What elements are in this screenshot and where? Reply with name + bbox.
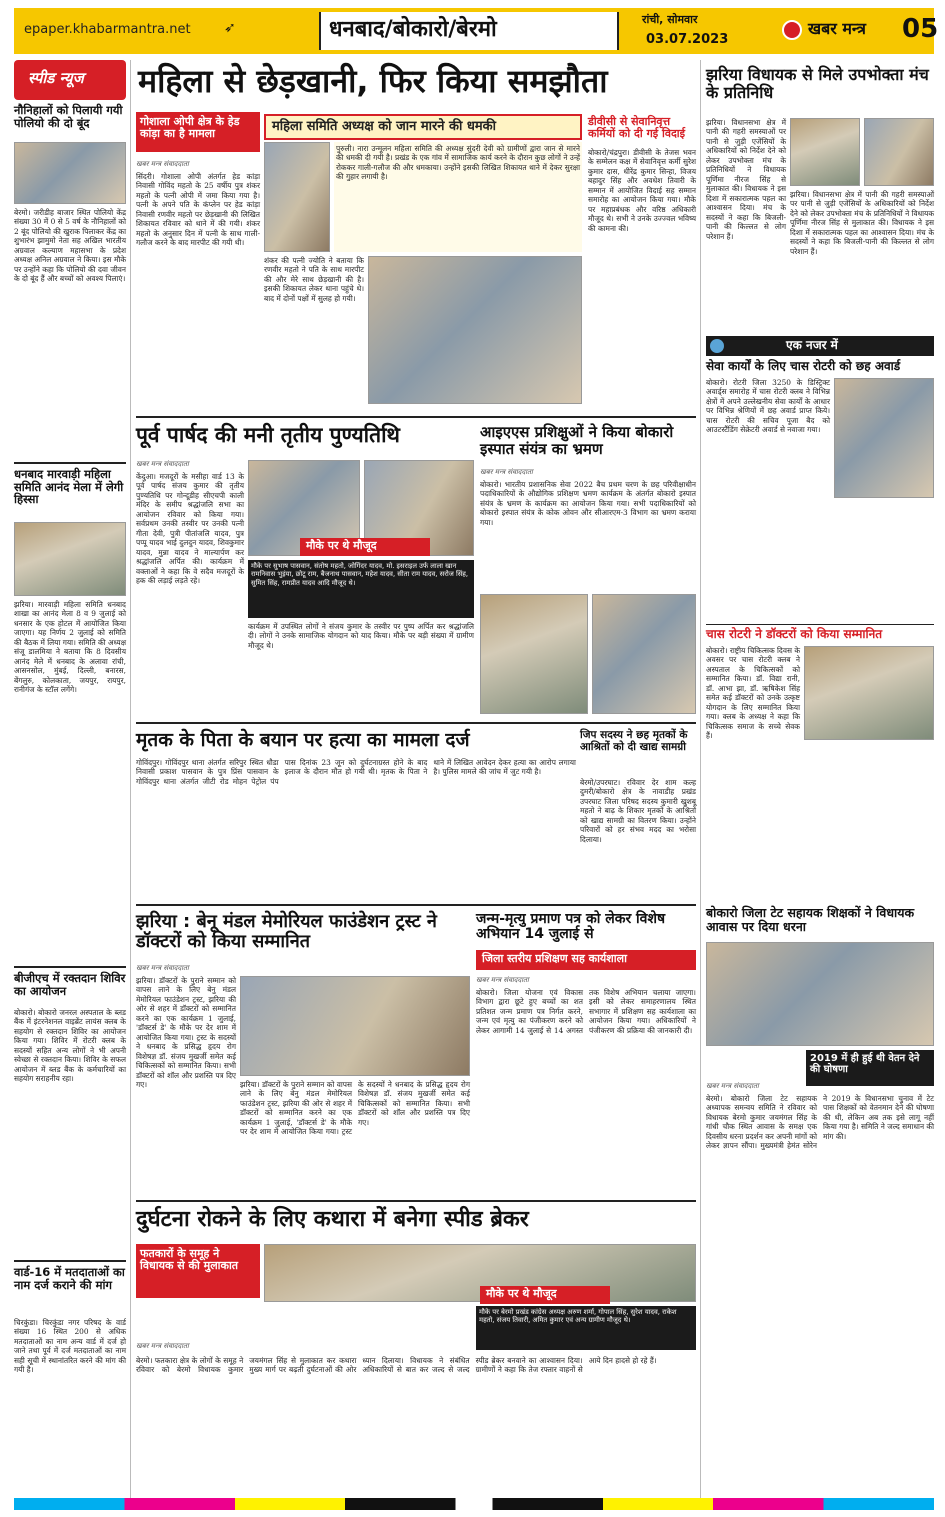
murder-headline: मृतक के पिता के बयान पर हत्या का मामला दर्ज (136, 729, 470, 751)
divider (136, 904, 696, 906)
ias-photo-2 (592, 594, 696, 714)
divider (706, 624, 934, 625)
divider (14, 1260, 126, 1262)
rotary-doctors-headline: चास रोटरी ने डॉक्टरों को किया सम्मानित (706, 627, 883, 641)
speed-caption: मौके पर बेरमो प्रखंड कांग्रेस अध्यक्ष अरुण शर्मा, गोपाल सिंह, सुरेश यादव, राकेश महतो, संजय तिवारी, अमित कुमार एवं अन्य ग्रामीण मौजूद थे। (476, 1306, 696, 1350)
website-url[interactable]: epaper.khabarmantra.net (24, 22, 191, 37)
lead-box-lower: शंकर की पत्नी ज्योति ने बताया कि रणवीर महतो ने पति के साथ मारपीट की और मेरे साथ छेड़खानी की है। इसकी शिकायत लेकर थाना पहुंचे थे। बाद में दोनों पक्षों में सुलह हो गयी। (264, 256, 364, 303)
lead-group-photo (368, 256, 582, 404)
benu-body: झरिया। डॉक्टरों के पुराने सम्मान को वापस लाने के लिए बेनु मंडल मेमोरियल फाउंडेशन ट्रस्ट, झरिया की ओर से शहर में डॉक्टरों को सम्मानित करने का एक कार्यक्रम 1 जुलाई, 'डॉक्टर्स डे' के मौके पर देर शाम में आयोजित किया गया। ट्रस्ट के सदस्यों ने धनबाद के प्रसिद्ध हृदय रोग विशेषज्ञ डॉ. संजय मुखर्जी समेत कई चिकित्सकों को सम्मानित किया। सभी डॉक्टरों को शॉल और प्रशस्ति पत्र दिए गए। (136, 976, 236, 1090)
story-title-marwari: धनबाद मारवाड़ी महिला समिति आनंद मेला में लेगी हिस्सा (14, 467, 124, 507)
story-title-blood: बीजीएच में रक्तदान शिविर का आयोजन (14, 971, 126, 998)
story-body-blood: बोकारो। बोकारो जनरल अस्पताल के ब्लड बैंक में इंटरनेशनल वाइब्रेंट लायंस क्लब के सहयोग से रक्तदान शिविर का आयोजन किया गया। शिविर में रोटरी क्लब के सदस्यों सहित अन्य लोगों ने भी अपनी स्वेच्छा से रक्तदान किया। शिविर के सफल आयोजन में ब्लड बैंक के कर्मचारियों का सहयोग सराहनीय रहा। (14, 1008, 126, 1084)
birth-sub-headline: जिला स्तरीय प्रशिक्षण सह कार्यशाला (476, 950, 696, 970)
ias-headline: आइएएस प्रशिक्षुओं ने किया बोकारो इस्पात संयंत्र का भ्रमण (480, 423, 674, 458)
divider (14, 966, 126, 968)
divider (136, 1200, 696, 1202)
benu-headline: झरिया : बेनू मंडल मेमोरियल फाउंडेशन ट्रस्ट ने डॉक्टरों को किया सम्मानित (136, 911, 437, 952)
marwari-photo (14, 522, 126, 596)
column-separator (700, 60, 701, 1500)
divider (14, 462, 126, 464)
lead-portrait-photo (264, 142, 330, 252)
tribute-caption: मौके पर सुभाष पासवान, संतोष महतो, जोगिंदर यादव, मो. इसराइल उर्फ लाला खान रामनिवास भुइंया, छोटू राम, बैजनाथ पासवान, महेश यादव, सीता राम यादव, सरोज सिंह, सुमित सिंह, रामप्रीत यादव आदि मौजूद थे। (248, 560, 474, 618)
right-top-body-cont: झरिया। विधानसभा क्षेत्र में पानी की गहरी समस्याओं पर पानी से जुड़ी एजेंसियों के अधिकारियों को निर्देश देने को लेकर उपभोक्ता मंच के प्रतिनिधियों ने विधायक पूर्णिमा नीरज सिंह से मुलाकात की। विधायक ने इस दिशा में सकारात्मक पहल का आश्वासन दिया। मंच के सदस्यों ने कहा कि बिजली-पानी की किल्लत से लोग परेशान हैं। (790, 190, 934, 256)
brand-logo-icon (782, 20, 802, 40)
lead-box-body: पुरुली। नारा उन्मूलन महिला समिति की अध्यक्ष सुंदरी देवी को ग्रामीणों द्वारा जान से मारने की धमकी दी गयी है। प्रखंड के एक गांव में सामाजिक कार्य करने के दौरान कुछ लोगों ने उन्हें रोककर गाली-गलौज की और धमकाया। उन्होंने इसकी लिखित शिकायत थाने में देकर सुरक्षा की गुहार लगायी है। (334, 142, 582, 252)
nazar-label: एक नजर में (786, 338, 838, 352)
speed-side-label: फतकारों के समूह ने विधायक से की मुलाकात (136, 1244, 260, 1298)
rotary-award-headline: सेवा कार्यों के लिए चास रोटरी को छह अवार्ड (706, 359, 901, 373)
murder-body: गोविंदपुर। गोविंदपुर थाना अंतर्गत सरिपुर स्थित धौडा निवासी प्रकाश पासवान के पुत्र प्रिंस पासवान के गोविंदपुर थाना अंतर्गत जीटी रोड मोहन पेट्रोल पंप पास दिनांक 23 जून को दुर्घटनाग्रस्त होने के बाद इलाज के दौरान मौत हो गयी थी। मृतक के पिता ने थाने में लिखित आवेदन देकर हत्या का आरोप लगाया है। पुलिस मामले की जांच में जुट गयी है। (136, 758, 576, 786)
story-title-polio: नौनिहालों को पिलायी गयी पोलियो की दो बूंद (14, 103, 123, 130)
cursor-icon: ➶ (224, 20, 236, 36)
story-body-ward16: चिरकुंडा। चिरकुंडा नगर परिषद के वार्ड संख्या 16 स्थित 200 से अधिक मतदाताओं का नाम अन्य वार्ड में दर्ज हो जाने तथा पूर्व में दर्ज मतदाताओं का नाम सही सूची में स्थानांतरित करने की मांग की गयी है। (14, 1318, 126, 1375)
brand-name: खबर मन्त्र (808, 19, 866, 38)
birth-headline: जन्म-मृत्यु प्रमाण पत्र को लेकर विशेष अभियान 14 जुलाई से (476, 911, 666, 943)
retire-headline: डीवीसी से सेवानिवृत्त कर्मियों को दी गई विदाई (588, 115, 686, 141)
lead-body-1: सिंदरी। गोशाला ओपी अंतर्गत हेड कांड़ा निवासी गोविंद महतो के 25 वर्षीय पुत्र शंकर महतो के पत्नी ओपी में जमा किया गया है। पत्नी के अपने पति के कंप्लेन पर हेड कांड़ा निवासी रणवीर महतो पर छेड़खानी की लिखित शिकायत रविवार को थाने में की गयी। शंकर महतो के अनुसार दिन में पत्नी के साथ गाली-गलौज करने के बाद मारपीट की गयी थी। (136, 172, 260, 248)
globe-icon (710, 339, 724, 353)
benu-photo (240, 976, 470, 1076)
speed-body: बेरमो। फतकारा क्षेत्र के लोगों के समूह ने रविवार को बेरमो विधायक कुमार जयमंगल सिंह से मुलाकात कर कथारा मुख्य मार्ग पर बढ़ती दुर्घटनाओं की ओर ध्यान दिलाया। विधायक ने संबंधित अधिकारियों से बात कर जल्द से जल्द स्पीड ब्रेकर बनवाने का आश्वासन दिया। ग्रामीणों ने कहा कि तेज रफ्तार वाहनों से आये दिन हादसे हो रहे हैं। (136, 1356, 657, 1375)
masthead (14, 8, 939, 54)
birth-byline: खबर मन्त्र संवाददाता (476, 976, 529, 984)
tribute-headline: पूर्व पार्षद की मनी तृतीय पुण्यतिथि (136, 423, 400, 447)
footer-registration-strip (14, 1498, 934, 1510)
ias-photo-1 (480, 594, 588, 714)
teachers-photo-caption (806, 1050, 934, 1086)
speed-photo-label: मौके पर थे मौजूद (480, 1286, 610, 1304)
teachers-body: बेरमो। बोकारो जिला टेट सहायक अध्यापक समन्वय समिति ने रविवार को विधायक बेरमो कुमार जयमंगल सिंह के गांधी चौक स्थित आवास के समक्ष एक दिवसीय धरना प्रदर्शन कर अपनी मांगों को लेकर ज्ञापन सौंपा। मुख्यमंत्री हेमंत सोरेन ने 2019 के विधानसभा चुनाव में टेट पास शिक्षकों को वेतनमान देने की घोषणा की थी, लेकिन अब तक इसे लागू नहीं किया गया है। समिति ने जल्द समाधान की मांग की। (706, 1094, 934, 1151)
rotary-doctors-body: बोकारो। राष्ट्रीय चिकित्सक दिवस के अवसर पर चास रोटरी क्लब ने अस्पताल के चिकित्सकों को सम्मानित किया। डॉ. विद्या रानी, डॉ. आभा झा, डॉ. ऋषिकेश सिंह समेत कई डॉक्टरों को उनके उत्कृष्ट योगदान के लिए सम्मानित किया गया। क्लब के अध्यक्ष ने कहा कि चिकित्सक समाज के सच्चे सेवक हैं। (706, 646, 800, 741)
story-title-ward16: वार्ड-16 में मतदाताओं का नाम दर्ज कराने की मांग (14, 1265, 125, 1292)
speed-news-badge (14, 60, 126, 100)
ias-body: बोकारो। भारतीय प्रशासनिक सेवा 2022 बैच प्रथम चरण के छह परिवीक्षाधीन पदाधिकारियों के औद्योगिक प्रशिक्षण भ्रमण कार्यक्रम के अंतर्गत बोकारो इस्पात संयंत्र के भ्रमण के कार्यक्रम का आयोजन किया गया। सभी पदाधिकारियों को बोकारो इस्पात संयंत्र के कोक ओवन और सीआरएम-3 विभाग का भ्रमण कराया गया। (480, 480, 696, 527)
speed-headline: दुर्घटना रोकने के लिए कथारा में बनेगा स्पीड ब्रेकर (136, 1207, 529, 1232)
benu-byline: खबर मन्त्र संवाददाता (136, 964, 189, 972)
tribute-body: केंदुआ। मजदूरों के मसीहा वार्ड 13 के पूर्व पार्षद संजय कुमार की तृतीय पुण्यतिथि पर गोन्दूडीह सीएचपी काली मंदिर के समीप श्रद्धांजलि सभा का आयोजन रविवार को किया गया। सर्वप्रथम उनकी तस्वीर पर उनकी पत्नी गीता देवी, पुत्री पीतांजलि यादव, पुत्र पप्पू यादव भाई दुलदुन यादव, शिवकुमार यादव, मुन्ना यादव ने माल्यार्पण कर श्रद्धांजलि अर्पित की। कार्यक्रम में वक्ताओं ने कहा कि वे सदैव मजदूरों के हक की लड़ाई लड़ते रहे। (136, 472, 244, 586)
rotary-doctors-photo (804, 646, 934, 740)
jeep-headline: जिप सदस्य ने छह मृतकों के आश्रितों को दी खाद्य सामग्री (580, 729, 688, 753)
birth-body: बोकारो। जिला योजना एवं विकास विभाग द्वारा छूटे हुए बच्चों का शत प्रतिशत जन्म प्रमाण पत्र निर्गत करने, जन्म एवं मृत्यु का पंजीकरण करने को लेकर आगामी 14 जुलाई से 14 अगस्त तक विशेष अभियान चलाया जाएगा। इसी को लेकर समाहरणालय स्थित सभागार में प्रशिक्षण सह कार्यशाला का आयोजन किया गया। अधिकारियों ने पंजीकरण की प्रक्रिया की जानकारी दी। (476, 988, 696, 1035)
nazar-bar (706, 336, 934, 356)
edition-title: धनबाद/बोकारो/बेरमो (329, 17, 497, 42)
speed-byline: खबर मन्त्र संवाददाता (136, 1342, 189, 1350)
lead-headline: महिला से छेड़खानी, फिर किया समझौता (138, 62, 608, 100)
edition-bar (319, 12, 619, 50)
divider (136, 416, 696, 418)
benu-body-cont: झरिया। डॉक्टरों के पुराने सम्मान को वापस लाने के लिए बेनु मंडल मेमोरियल फाउंडेशन ट्रस्ट, झरिया की ओर से शहर में डॉक्टरों को सम्मानित करने का एक कार्यक्रम 1 जुलाई, 'डॉक्टर्स डे' के मौके पर देर शाम में आयोजित किया गया। ट्रस्ट के सदस्यों ने धनबाद के प्रसिद्ध हृदय रोग विशेषज्ञ डॉ. संजय मुखर्जी समेत कई चिकित्सकों को सम्मानित किया। सभी डॉक्टरों को शॉल और प्रशस्ति पत्र दिए गए। (240, 1080, 470, 1137)
left-column (14, 60, 126, 1500)
column-separator (130, 60, 131, 1500)
lead-byline: खबर मन्त्र संवाददाता (136, 160, 189, 168)
issue-date: 03.07.2023 (646, 32, 729, 47)
speed-news-label: स्पीड न्यूज (28, 69, 84, 87)
right-top-photo-2 (864, 118, 934, 186)
teachers-byline: खबर मन्त्र संवाददाता (706, 1082, 759, 1090)
right-top-photo-1 (790, 118, 860, 186)
divider (136, 722, 696, 724)
teachers-photo-caption-text: 2019 में ही हुई थी वेतन देने की घोषणा (810, 1053, 920, 1075)
teachers-headline: बोकारो जिला टेट सहायक शिक्षकों ने विधायक आवास पर दिया धरना (706, 905, 915, 934)
lead-sub-headline-box (264, 114, 582, 140)
polio-photo (14, 142, 126, 204)
rotary-award-body: बोकारो। रोटरी जिला 3250 के डिस्ट्रिक्ट अवार्ड्स समारोह में चास रोटरी क्लब ने विभिन्न क्षेत्रों में अपने उल्लेखनीय सेवा कार्यों के आधार पर विभिन्न श्रेणियों में छह अवार्ड प्राप्त किये। चास रोटरी की सचिव पूजा बैद को आउटस्टैंडिंग सेक्रेटरी अवार्ड से नवाजा गया। (706, 378, 830, 435)
tribute-body-2: कार्यक्रम में उपस्थित लोगों ने संजय कुमार के तस्वीर पर पुष्प अर्पित कर श्रद्धांजलि दी। लोगों ने उनके सामाजिक योगदान को याद किया। मौके पर बड़ी संख्या में ग्रामीण मौजूद थे। (248, 622, 474, 650)
city-day: रांची, सोमवार (642, 13, 698, 26)
page-number: 05 (902, 14, 939, 44)
tribute-byline: खबर मन्त्र संवाददाता (136, 460, 189, 468)
right-top-body: झरिया। विधानसभा क्षेत्र में पानी की गहरी समस्याओं पर पानी से जुड़ी एजेंसियों के अधिकारियों को निर्देश देने को लेकर उपभोक्ता मंच के प्रतिनिधियों ने विधायक पूर्णिमा नीरज सिंह से मुलाकात की। विधायक ने इस दिशा में सकारात्मक पहल का आश्वासन दिया। मंच के सदस्यों ने कहा कि बिजली-पानी की किल्लत से लोग परेशान हैं। (706, 118, 786, 241)
story-body-marwari: झरिया। मारवाड़ी महिला समिति धनबाद शाखा का आनंद मेला 8 व 9 जुलाई को धनसार के एक होटल में आयोजित किया जाएगा। यह निर्णय 2 जुलाई को समिति की बैठक में लिया गया। समिति की अध्यक्ष संजू डालमिया ने बताया कि 8 दिवसीय आनंद मेले में धनबाद के अलावा रांची, आसनसोल, मुंबई, दिल्ली, बनारस, बेंगलुरु, कोलकाता, जयपुर, रायपुर, रानीगंज के स्टॉल लगेंगे। (14, 600, 126, 695)
retire-body: बोकारो/चंद्रपुरा। डीवीसी के तेजस भवन के सम्मेलन कक्ष में सेवानिवृत्त कर्मी सुरेश कुमार दास, धीरेंद्र कुमार सिन्हा, विजय बहादुर सिंह और अवधेश तिवारी के सम्मान में आयोजित विदाई सह सम्मान समारोह का आयोजन किया गया। मौके पर महाप्रबंधक और वरिष्ठ अधिकारी मौजूद थे। सभी ने उनके उज्ज्वल भविष्य की कामना की। (588, 148, 696, 233)
teachers-photo (706, 942, 934, 1046)
lead-sub-headline: महिला समिति अध्यक्ष को जान मारने की धमकी (272, 119, 497, 134)
right-top-headline: झरिया विधायक से मिले उपभोक्ता मंच के प्रतिनिधि (706, 65, 929, 102)
rotary-award-photo (834, 378, 934, 498)
lead-side-label: गोशाला ओपी क्षेत्र के हेड कांड़ा का है मामला (136, 112, 260, 152)
jeep-body: बेरमो/उपरघाट। रविवार देर शाम कल्ह दुमरी/बोकारो क्षेत्र के नावाडीह प्रखंड उपरघाट जिला परिषद सदस्य कुमारी खुशबू महतो ने बाढ़ के शिकार मृतकों के आश्रितों को खाद्य सामग्री का वितरण किया। उन्होंने परिवारों को हर संभव मदद का भरोसा दिलाया। (580, 778, 696, 844)
story-body-polio: बेरमो। जरीडीह बाजार स्थित पोलियो केंद्र संख्या 30 में 0 से 5 वर्ष के नौनिहालों को 2 बूंद पोलियो की खुराक पिलाकर केंद्र का शुभारंभ झामुमो नेता सह अखिल भारतीय अग्रवाल कल्याण महासभा के प्रदेश अध्यक्ष अनिल अग्रवाल ने किया। इस मौके पर उन्होंने कहा कि पोलियो की दवा जीवन के दो बूंद हैं और बच्चों को अवश्य पिलाएं। (14, 208, 126, 284)
tribute-photo-label: मौके पर थे मौजूद (300, 538, 430, 556)
ias-byline: खबर मन्त्र संवाददाता (480, 468, 533, 476)
